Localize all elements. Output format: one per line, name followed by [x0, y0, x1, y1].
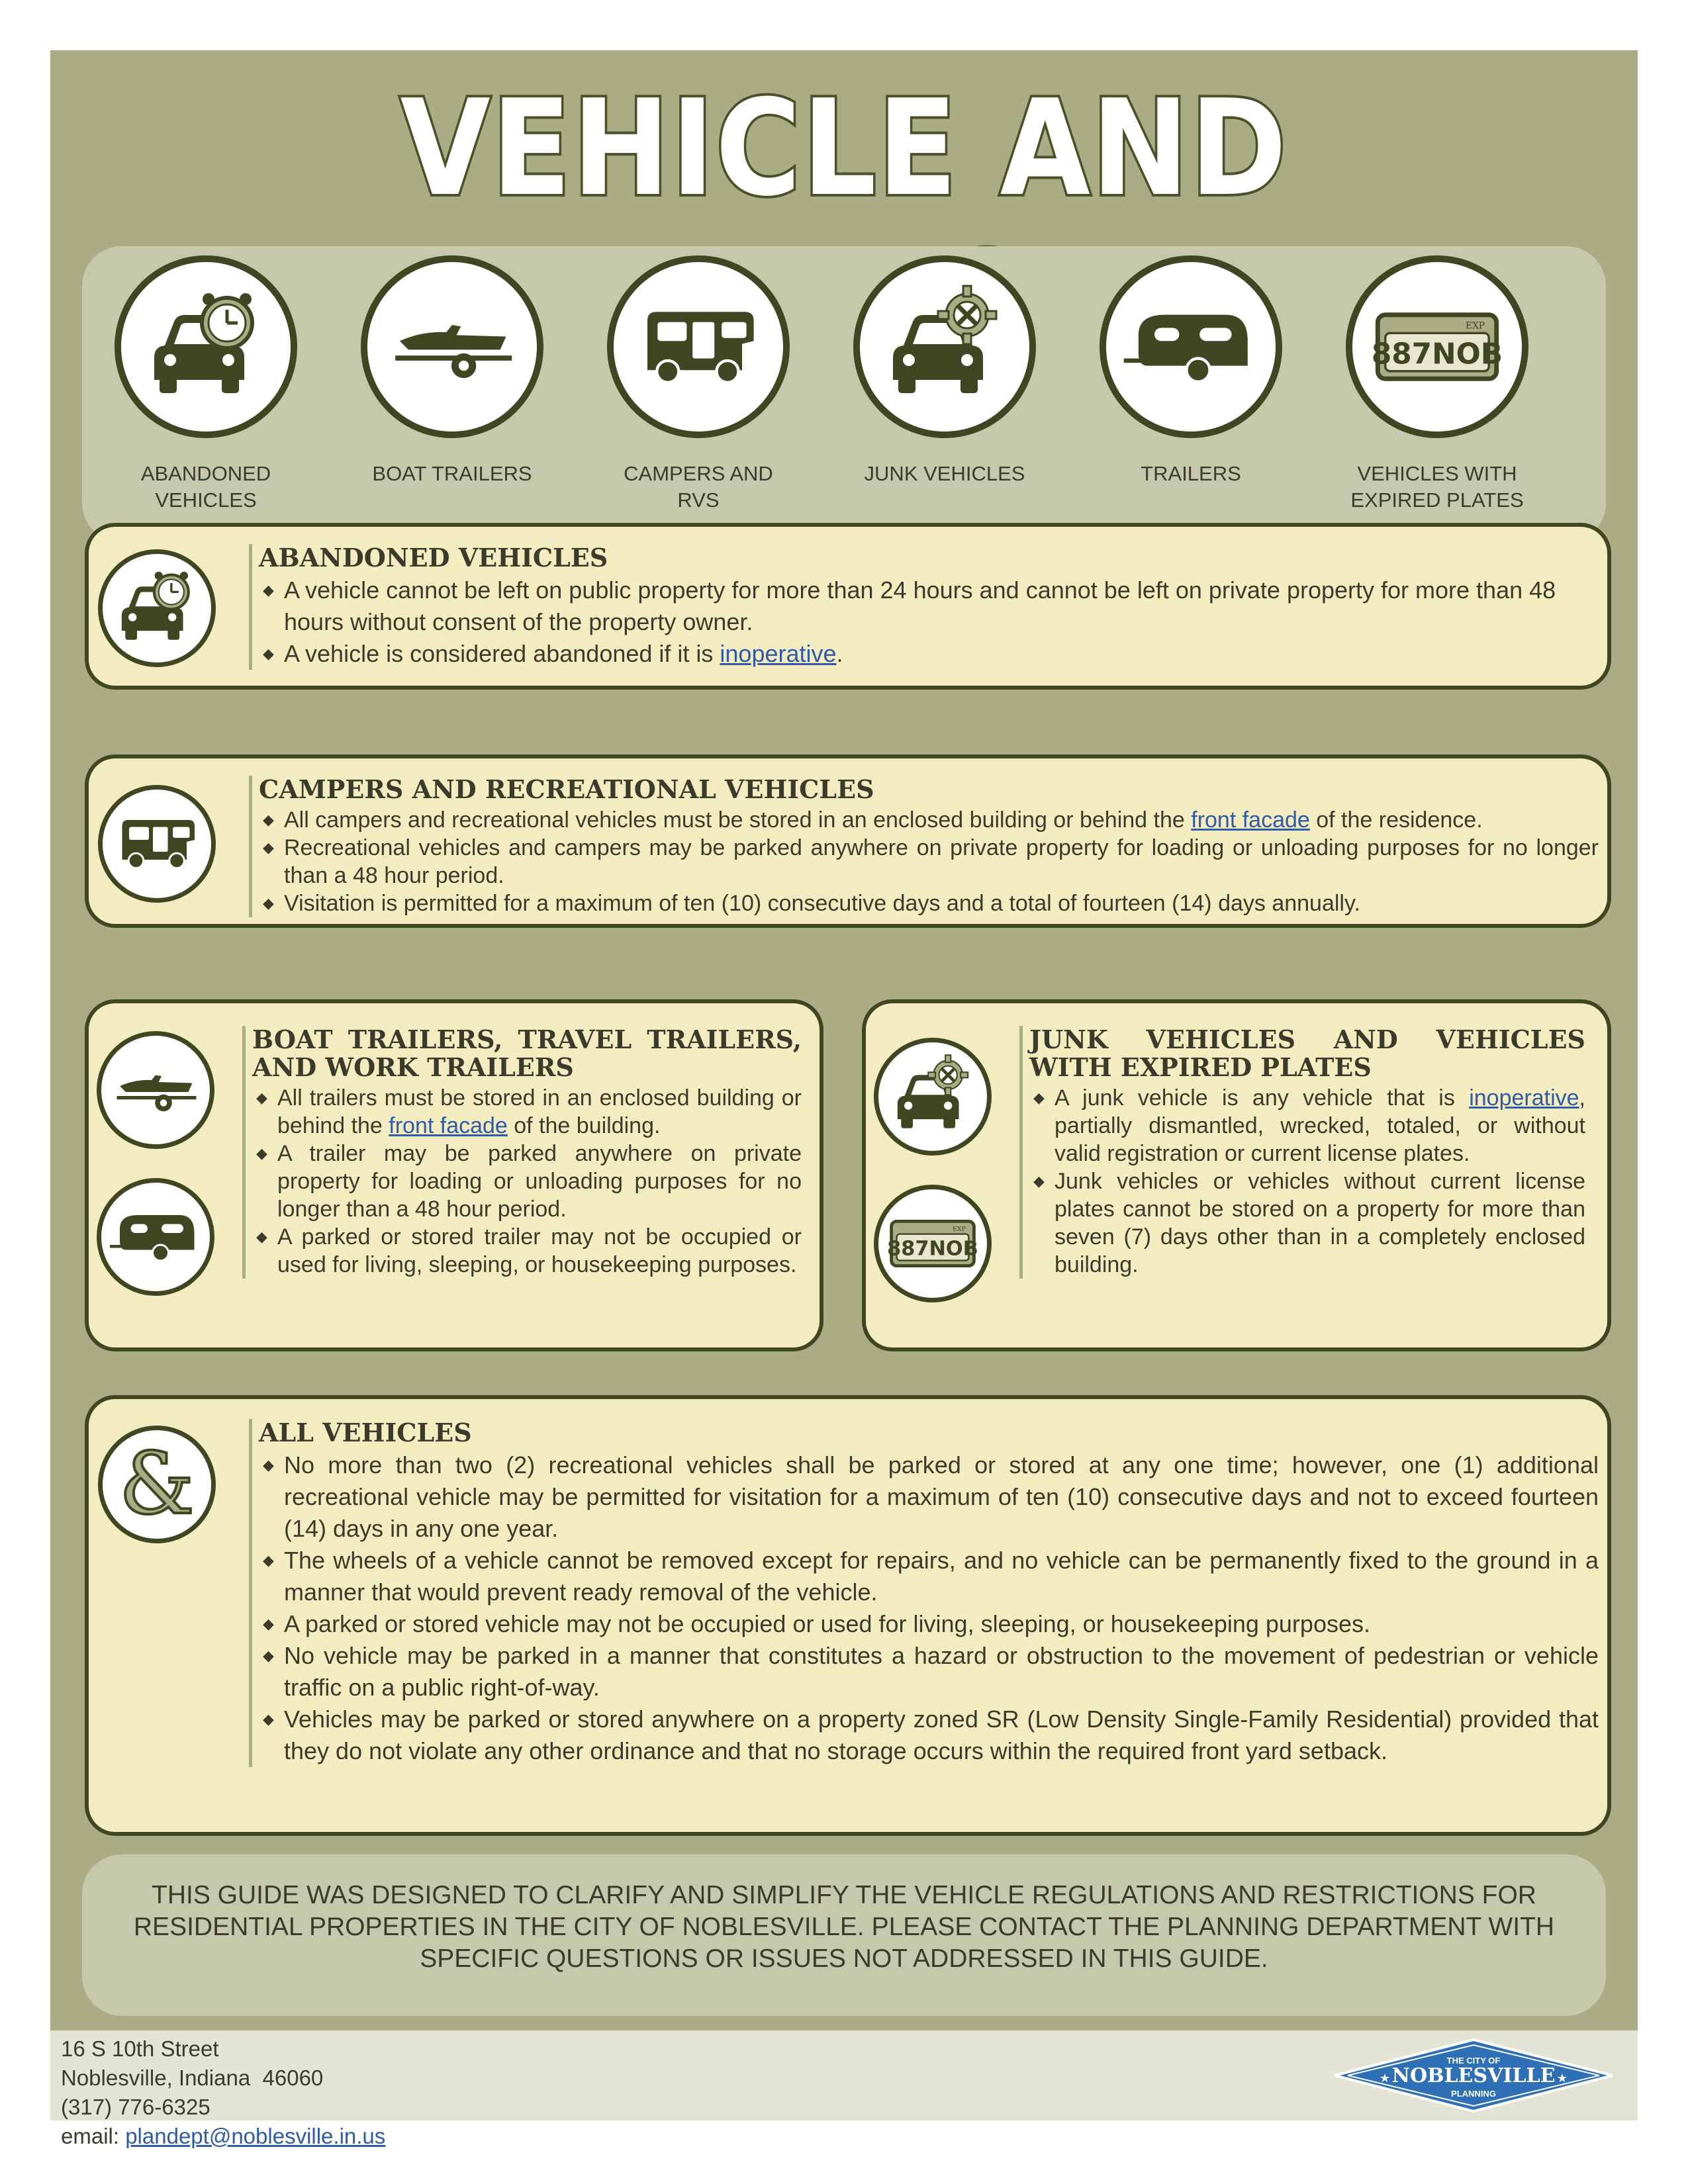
license-plate-icon	[874, 1185, 992, 1302]
icon-cell-trailers	[1068, 255, 1313, 487]
trailers-bullet-2: ◆ A trailer may be parked anywhere on private property for loading or unloading purposes for no longer than a 48 hour period.	[252, 1140, 802, 1223]
phone-number: (317) 776-6325	[61, 2095, 211, 2119]
icon-cell-campers	[576, 255, 821, 514]
all-bullet-1: ◆ No more than two (2) recreational vehicles shall be parked or stored at any one time; however, one (1) additional recreational vehicle may be permitted for visitation for a maximum of ten (10) consecutive days and not to exceed fourteen (14) days in any one year.	[259, 1449, 1599, 1545]
abandoned-car-clock-icon	[98, 549, 216, 667]
street-address: 16 S 10th Street	[61, 2036, 219, 2061]
icon-cell-abandoned	[83, 255, 328, 514]
junk-vehicle-wrench-icon	[853, 255, 1036, 438]
notice-text: THIS GUIDE WAS DESIGNED TO CLARIFY AND SIMPLIFY THE VEHICLE REGULATIONS AND RESTRICTIONS FOR RESIDENTIAL PROPERTIES IN THE CITY OF NOBLESVILLE. PLEASE CONTACT THE PLANNING DEPARTMENT WITH SPECIFIC QUESTIONS OR ISSUES NOT ADDRESSED IN THIS GUIDE.	[133, 1881, 1555, 1973]
campers-bullet-1: ◆ All campers and recreational vehicles must be stored in an enclosed building or behind the front facade of the residence.	[259, 806, 1599, 834]
abandoned-heading: ABANDONED VEHICLES	[259, 543, 608, 572]
logo-top-text: THE CITY OF	[1446, 2056, 1501, 2066]
ampersand-icon: &	[98, 1426, 216, 1543]
icon-cell-boat	[330, 255, 575, 487]
email-line: email: plandept@noblesville.in.us	[61, 2124, 386, 2148]
icon-label-expired: VEHICLES WITH EXPIRED PLATES	[1350, 462, 1524, 512]
notice-banner	[82, 1854, 1606, 2016]
footer	[50, 2030, 1638, 2148]
panel-trailers	[85, 999, 823, 1351]
junk-vehicle-wrench-icon	[874, 1038, 992, 1156]
logo-bottom-text: PLANNING	[1451, 2089, 1496, 2099]
city-state-zip: Noblesville, Indiana 46060	[61, 2066, 324, 2090]
noblesville-planning-logo	[1328, 2036, 1619, 2118]
camper-rv-icon	[98, 785, 216, 903]
all-bullet-3: ◆ A parked or stored vehicle may not be occupied or used for living, sleeping, or housekeeping purposes.	[259, 1608, 1599, 1640]
all-bullet-4: ◆ No vehicle may be parked in a manner that constitutes a hazard or obstruction to the movement of pedestrian or vehicle traffic on a public right-of-way.	[259, 1640, 1599, 1704]
icon-label-campers: CAMPERS AND RVS	[624, 462, 773, 512]
icon-label-abandoned: ABANDONED VEHICLES	[140, 462, 271, 512]
icon-cell-expired	[1315, 255, 1560, 514]
trailers-bullet-1: ◆ All trailers must be stored in an enclosed building or behind the front facade of the building.	[252, 1084, 802, 1140]
svg-text:★: ★	[1379, 2071, 1391, 2085]
campers-heading: CAMPERS AND RECREATIONAL VEHICLES	[259, 774, 874, 804]
travel-trailer-icon	[1100, 255, 1282, 438]
icon-label-junk: JUNK VEHICLES	[864, 462, 1025, 485]
icon-label-trailers: TRAILERS	[1141, 462, 1241, 485]
panel-junk	[862, 999, 1611, 1351]
all-bullet-5: ◆ Vehicles may be parked or stored anywhere on a property zoned SR (Low Density Single-Family Residential) provided that they do not violate any other ordinance and that no storage occurs within the required front yard setback.	[259, 1704, 1599, 1767]
abandoned-car-clock-icon	[115, 255, 297, 438]
page-title: VEHICLE AND	[400, 71, 1288, 226]
trailers-heading: BOAT TRAILERS, TRAVEL TRAILERS, AND WORK TRAILERS	[252, 1024, 802, 1082]
front-facade-link[interactable]: front facade	[1191, 807, 1310, 833]
campers-bullet-2: ◆ Recreational vehicles and campers may be parked anywhere on private property for loading or unloading purposes for no longer than a 48 hour period.	[259, 834, 1599, 889]
campers-bullet-3: ◆ Visitation is permitted for a maximum of ten (10) consecutive days and a total of fourteen (14) days annually.	[259, 889, 1599, 917]
boat-trailer-icon	[97, 1031, 214, 1149]
inoperative-link[interactable]: inoperative	[1469, 1085, 1579, 1111]
logo-name-text: NOBLESVILLE	[1391, 2064, 1556, 2087]
camper-rv-icon	[607, 255, 790, 438]
travel-trailer-icon	[97, 1178, 214, 1296]
email-link[interactable]: plandept@noblesville.in.us	[125, 2124, 386, 2148]
front-facade-link[interactable]: front facade	[389, 1113, 508, 1138]
address-block	[61, 2034, 385, 2151]
junk-heading: JUNK VEHICLES AND VEHICLES WITH EXPIRED PLATES	[1029, 1024, 1585, 1082]
all-bullet-2: ◆ The wheels of a vehicle cannot be removed except for repairs, and no vehicle can be permanently fixed to the ground in a manner that would prevent ready removal of the vehicle.	[259, 1545, 1599, 1608]
abandoned-bullet-1: ◆ A vehicle cannot be left on public property for more than 24 hours and cannot be left on private property for more than 48 hours without consent of the property owner.	[259, 574, 1599, 638]
license-plate-icon	[1346, 255, 1528, 438]
junk-bullet-1: ◆ A junk vehicle is any vehicle that is inoperative, partially dismantled, wrecked, totaled, or without valid registration or current license plates.	[1029, 1084, 1585, 1167]
inoperative-link[interactable]: inoperative	[720, 640, 837, 667]
icon-label-boat: BOAT TRAILERS	[372, 462, 532, 485]
guide-page	[50, 50, 1638, 2148]
abandoned-bullet-2: ◆ A vehicle is considered abandoned if it is inoperative.	[259, 638, 1599, 670]
panel-campers	[85, 754, 1611, 928]
panel-abandoned	[85, 523, 1611, 690]
trailers-bullet-3: ◆ A parked or stored trailer may not be occupied or used for living, sleeping, or housekeeping purposes.	[252, 1223, 802, 1279]
icon-band	[82, 246, 1606, 543]
panel-all-vehicles	[85, 1395, 1611, 1836]
icon-cell-junk	[822, 255, 1067, 487]
boat-trailer-icon	[361, 255, 543, 438]
junk-bullet-2: ◆ Junk vehicles or vehicles without current license plates cannot be stored on a property for more than seven (7) days other than in a completely enclosed building.	[1029, 1167, 1585, 1279]
all-vehicles-heading: ALL VEHICLES	[259, 1418, 472, 1447]
svg-text:★: ★	[1556, 2071, 1568, 2085]
